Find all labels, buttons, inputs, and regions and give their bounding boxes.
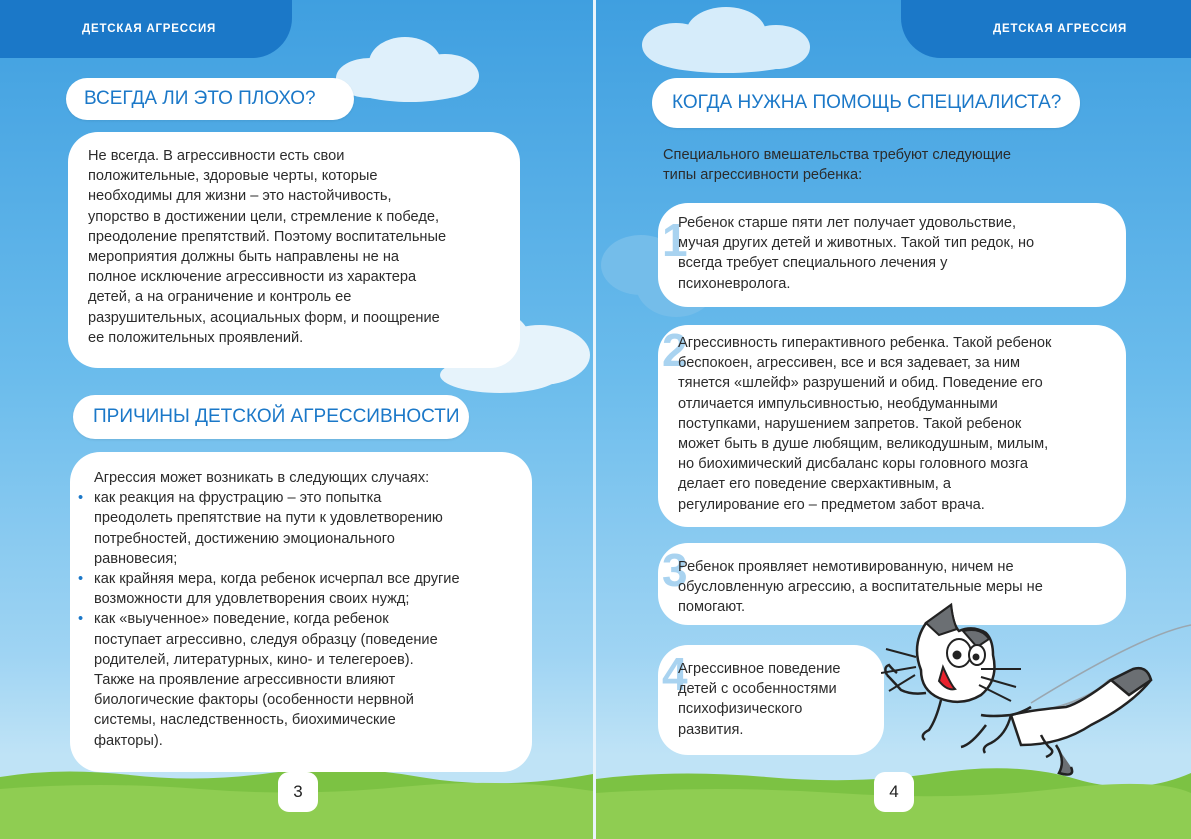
- page-number-right: [874, 772, 914, 812]
- intro-text: [663, 145, 1011, 185]
- box-not-always: [68, 132, 520, 368]
- box-line: упорство в достижении цели, стремление к победе,: [88, 208, 440, 225]
- box-causes: [70, 452, 532, 772]
- item-line: поступками, нарушением запретов. Такой ребенок: [678, 415, 1022, 432]
- bullet-item: [76, 488, 532, 569]
- item-line: тянется «шлейф» разрушений и обид. Поведение его: [678, 375, 1043, 392]
- heading-specialist: [652, 78, 1080, 128]
- item-line: развития.: [678, 721, 744, 738]
- page-number-left: [278, 772, 318, 812]
- item-line: психофизического: [678, 701, 803, 718]
- tail-line: биологические факторы (особенности нервной: [94, 692, 414, 709]
- heading-always-bad: [66, 78, 354, 120]
- box-line: преодоление препятствий. Поэтому воспитательные: [88, 228, 447, 245]
- page-number-text: 3: [293, 782, 303, 801]
- box-line: детей, а на ограничение и контроль ее: [88, 289, 352, 306]
- item-line: беспокоен, агрессивен, все и вся задевает, за ним: [678, 355, 1021, 372]
- bullet-line: преодолеть препятствие на пути к удовлетворению: [94, 510, 443, 527]
- bullet-line: возможности для удовлетворения своих нужд;: [94, 591, 410, 608]
- item-line: отличается импульсивностью, необдуманными: [678, 395, 998, 412]
- bullet-line: поступает агрессивно, следуя образцу (поведение: [94, 631, 438, 648]
- heading-text: ПРИЧИНЫ ДЕТСКОЙ АГРЕССИВНОСТИ: [93, 406, 460, 427]
- item-box-1: [658, 203, 1126, 307]
- item-line: делает его поведение сверхактивным, а: [678, 476, 952, 493]
- cat-illustration: [881, 595, 1191, 795]
- item-line: обусловленную агрессию, а воспитательные меры не: [678, 579, 1043, 596]
- item-number: 3: [662, 544, 688, 596]
- bullet-line: • как «выученное» поведение, когда ребенок: [94, 611, 389, 628]
- box-intro: Агрессия может возникать в следующих случаях:: [94, 470, 430, 486]
- item-line: детей с особенностями: [678, 681, 837, 698]
- heading-text: КОГДА НУЖНА ПОМОЩЬ СПЕЦИАЛИСТА?: [672, 92, 1062, 113]
- bullet-line: • как реакция на фрустрацию – это попытка: [94, 490, 382, 507]
- intro-line: Специального вмешательства требуют следующие: [663, 147, 1011, 163]
- item-line: регулирование его – предметом забот врача.: [678, 496, 985, 513]
- box-line: полное исключение агрессивности из характера: [88, 269, 417, 286]
- item-line: Агрессивное поведение: [678, 661, 841, 677]
- item-line: но биохимический дисбаланс коры головного мозга: [678, 456, 1029, 473]
- box-line: необходимы для жизни – это настойчивость,: [88, 188, 392, 205]
- item-line: Агрессивность гиперактивного ребенка. Такой ребенок: [678, 335, 1052, 351]
- box-line: мероприятия должны быть направлены не на: [88, 249, 400, 266]
- header-title: ДЕТСКАЯ АГРЕССИЯ: [993, 23, 1128, 35]
- bullet-line: потребностей, достижению эмоционального: [94, 530, 395, 547]
- cloud-top-right: [636, 5, 816, 80]
- bullet-item: [76, 569, 532, 609]
- box-line: ее положительных проявлений.: [88, 329, 304, 346]
- item-line: помогают.: [678, 599, 746, 616]
- box-tail: [76, 670, 532, 751]
- bullet-line: • как крайняя мера, когда ребенок исчерпал все другие: [94, 571, 460, 588]
- intro-line: типы агрессивности ребенка:: [663, 167, 863, 184]
- tail-line: системы, наследственность, биохимические: [94, 712, 396, 729]
- left-page: [0, 0, 593, 839]
- tail-line: факторы).: [94, 732, 163, 749]
- item-number: 4: [662, 648, 688, 700]
- item-number: 1: [662, 214, 688, 266]
- item-number: 2: [662, 324, 688, 376]
- page-number-text: 4: [889, 782, 899, 801]
- bullet-line: родителей, литературных, кино- и телегероев).: [94, 651, 414, 668]
- item-box-2: [658, 325, 1126, 527]
- box-line: положительные, здоровые черты, которые: [88, 168, 378, 185]
- box-line: Не всегда. В агрессивности есть свои: [88, 148, 345, 164]
- bullet-item: [76, 609, 532, 670]
- bullet-line: равновесия;: [94, 550, 178, 567]
- right-page: [596, 0, 1191, 839]
- tail-line: Также на проявление агрессивности влияют: [94, 672, 396, 689]
- item-line: мучая других детей и животных. Такой тип редок, но: [678, 235, 1035, 252]
- heading-text: ВСЕГДА ЛИ ЭТО ПЛОХО?: [84, 88, 316, 109]
- cloud-top-left: [330, 28, 490, 108]
- item-line: может быть в душе любящим, великодушным, милым,: [678, 436, 1049, 453]
- item-line: Ребенок проявляет немотивированную, ничем не: [678, 559, 1014, 575]
- item-line: всегда требует специального лечения у: [678, 255, 948, 272]
- header-title: ДЕТСКАЯ АГРЕССИЯ: [82, 23, 217, 35]
- heading-causes: [73, 395, 469, 439]
- header-tab-left: [0, 0, 292, 58]
- item-line: психоневролога.: [678, 275, 791, 292]
- item-box-4: [658, 645, 884, 755]
- box-line: разрушительных, асоциальных форм, и поощрение: [88, 309, 440, 326]
- header-tab-right: [901, 0, 1191, 58]
- item-line: Ребенок старше пяти лет получает удовольствие,: [678, 215, 1017, 231]
